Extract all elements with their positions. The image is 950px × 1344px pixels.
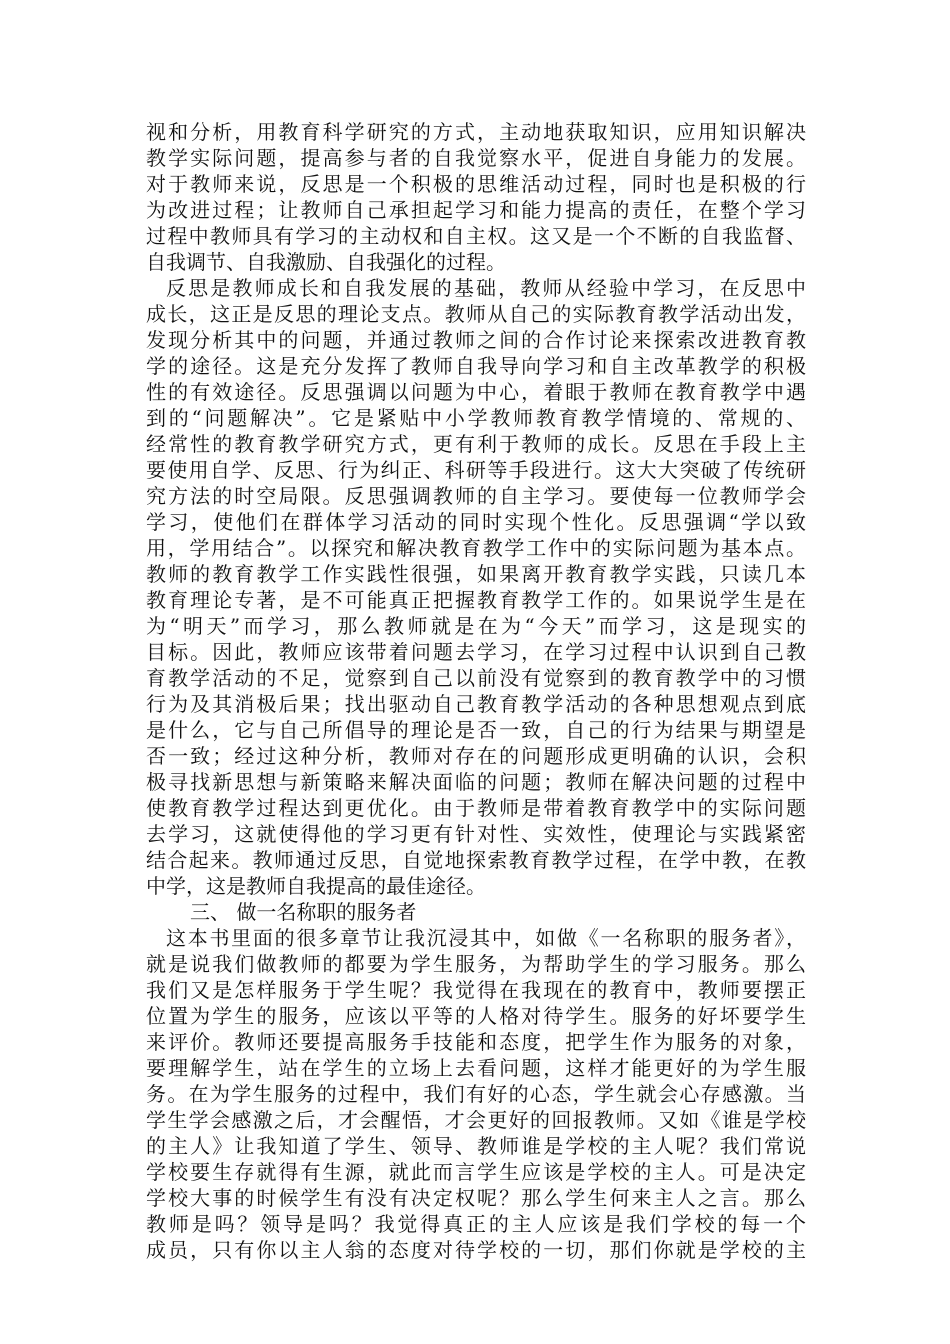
text-line: 是什么，它与自己所倡导的理论是否一致，自己的行为结果与期望是 [146,718,806,742]
text-line: 究方法的时空局限。反思强调教师的自主学习。要使每一位教师学会 [146,484,806,508]
text-line: 去学习，这就使得他的学习更有针对性、实效性，使理论与实践紧密 [146,822,806,846]
text-line: 到的“问题解决”。它是紧贴中小学教师教育教学情境的、常规的、 [146,406,806,430]
text-line: 教学实际问题，提高参与者的自我觉察水平，促进自身能力的发展。 [146,146,806,170]
text-line: 要使用自学、反思、行为纠正、科研等手段进行。这大大突破了传统研 [146,458,806,482]
text-line: 性的有效途径。反思强调以问题为中心，着眼于教师在教育教学中遇 [146,380,806,404]
text-line: 经常性的教育教学研究方式，更有利于教师的成长。反思在手段上主 [146,432,806,456]
text-line: 自我调节、自我激励、自我强化的过程。 [146,250,506,274]
text-line: 极寻找新思想与新策略来解决面临的问题；教师在解决问题的过程中 [146,770,806,794]
text-line: 反思是教师成长和自我发展的基础，教师从经验中学习，在反思中 [166,276,806,300]
text-line: 的主人》让我知道了学生、领导、教师谁是学校的主人呢？我们常说 [146,1134,806,1158]
text-line: 用，学用结合”。以探究和解决教育教学工作中的实际问题为基本点。 [146,536,806,560]
text-line: 学习，使他们在群体学习活动的同时实现个性化。反思强调“学以致 [146,510,806,534]
body-text [146,119,806,1263]
section-heading: 三、 做一名称职的服务者 [190,900,417,924]
text-line: 学生学会感激之后，才会醒悟，才会更好的回报教师。又如《谁是学校 [146,1108,806,1132]
text-line: 成员，只有你以主人翁的态度对待学校的一切，那们你就是学校的主 [146,1238,806,1262]
text-line: 我们又是怎样服务于学生呢？我觉得在我现在的教育中，教师要摆正 [146,978,806,1002]
text-line: 使教育教学过程达到更优化。由于教师是带着教育教学中的实际问题 [146,796,806,820]
text-line: 发现分析其中的问题，并通过教师之间的合作讨论来探索改进教育教 [146,328,806,352]
text-line: 行为及其消极后果；找出驱动自己教育教学活动的各种思想观点到底 [146,692,806,716]
text-line: 育教学活动的不足，觉察到自己以前没有觉察到的教育教学中的习惯 [146,666,806,690]
text-line: 位置为学生的服务，应该以平等的人格对待学生。服务的好坏要学生 [146,1004,806,1028]
text-line: 否一致；经过这种分析，教师对存在的问题形成更明确的认识，会积 [146,744,806,768]
text-line: 为“明天”而学习，那么教师就是在为“今天”而学习，这是现实的 [146,614,806,638]
text-line: 务。在为学生服务的过程中，我们有好的心态，学生就会心存感激。当 [146,1082,806,1106]
text-line: 中学，这是教师自我提高的最佳途径。 [146,874,486,898]
text-line: 目标。因此，教师应该带着问题去学习，在学习过程中认识到自己教 [146,640,806,664]
text-line: 来评价。教师还要提高服务手技能和态度，把学生作为服务的对象， [146,1030,806,1054]
text-line: 学校大事的时候学生有没有决定权呢？那么学生何来主人之言。那么 [146,1186,806,1210]
text-line: 要理解学生，站在学生的立场上去看问题，这样才能更好的为学生服 [146,1056,806,1080]
text-line: 这本书里面的很多章节让我沉浸其中，如做《一名称职的服务者》， [166,926,806,950]
text-line: 学的途径。这是充分发挥了教师自我导向学习和自主改革教学的积极 [146,354,806,378]
text-line: 过程中教师具有学习的主动权和自主权。这又是一个不断的自我监督、 [146,224,806,248]
text-line: 教师是吗？领导是吗？我觉得真正的主人应该是我们学校的每一个 [146,1212,806,1236]
text-line: 成长，这正是反思的理论支点。教师从自己的实际教育教学活动出发， [146,302,806,326]
text-line: 教育理论专著，是不可能真正把握教育教学工作的。如果说学生是在 [146,588,806,612]
text-line: 学校要生存就得有生源，就此而言学生应该是学校的主人。可是决定 [146,1160,806,1184]
text-line: 视和分析，用教育科学研究的方式，主动地获取知识，应用知识解决 [146,120,806,144]
text-line: 结合起来。教师通过反思，自觉地探索教育教学过程，在学中教，在教 [146,848,806,872]
text-line: 教师的教育教学工作实践性很强，如果离开教育教学实践，只读几本 [146,562,806,586]
text-line: 对于教师来说，反思是一个积极的思维活动过程，同时也是积极的行 [146,172,806,196]
text-line: 就是说我们做教师的都要为学生服务，为帮助学生的学习服务。那么 [146,952,806,976]
text-line: 为改进过程；让教师自己承担起学习和能力提高的责任，在整个学习 [146,198,806,222]
